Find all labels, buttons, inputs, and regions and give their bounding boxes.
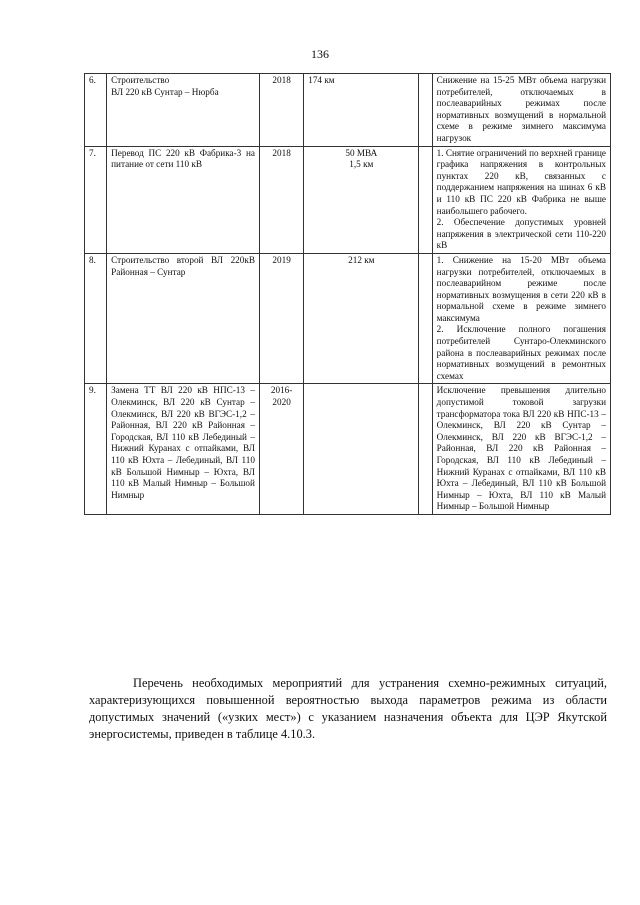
parameters-cell: 212 км: [304, 253, 419, 384]
effect-cell: Снижение на 15-25 МВт объема нагрузки потребителей, отключаемых в послеаварийных режимах после нормативных возмущений в нормальной схеме в режиме зимнего максимума нагрузок: [432, 74, 610, 147]
table-row: [85, 146, 611, 253]
effect-cell: 1. Снятие ограничений по верхней границе графика напряжения в контрольных пунктах 220 кВ, связанных с поддержанием напряжения на шинах 6 кВ и 110 кВ ПС 220 кВ Фабрика не выше наибольшего рабочего. 2. Обеспечение допустимых уровней напряжения в электрической сети 110-220 кВ: [432, 146, 610, 253]
measures-table: [84, 73, 611, 515]
table-row: [85, 384, 611, 515]
row-number-cell: 7.: [85, 146, 107, 253]
empty-cell: [419, 146, 432, 253]
measure-name-cell: Перевод ПС 220 кВ Фабрика-3 на питание от сети 110 кВ: [107, 146, 260, 253]
year-cell: 2016- 2020: [259, 384, 303, 515]
body-paragraph: Перечень необходимых мероприятий для устранения схемно-режимных ситуаций, характеризующихся повышенной вероятностью выхода параметров режима из области допустимых значений («узких мест») с указанием назначения объекта для ЦЭР Якутской энергосистемы, приведен в таблице 4.10.3.: [89, 676, 607, 742]
measure-name-cell: Замена ТТ ВЛ 220 кВ НПС-13 – Олекминск, ВЛ 220 кВ Сунтар – Олекминск, ВЛ 220 кВ ВГЭС-1,2 – Районная, ВЛ 220 кВ Районная – Городская, ВЛ 110 кВ Лебединый – Нижний Куранах с отпайками, ВЛ 110 кВ Юхта – Лебединый, ВЛ 110 кВ Большой Нимныр – Юхта, ВЛ 110 кВ Малый Нимныр – Большой Нимныр: [107, 384, 260, 515]
year-cell: 2018: [259, 146, 303, 253]
measure-name-cell: Строительство ВЛ 220 кВ Сунтар – Нюрба: [107, 74, 260, 147]
table-row: [85, 253, 611, 384]
row-number-cell: 8.: [85, 253, 107, 384]
year-cell: 2019: [259, 253, 303, 384]
page-number: 136: [311, 47, 329, 61]
empty-cell: [419, 384, 432, 515]
row-number-cell: 6.: [85, 74, 107, 147]
measure-name-cell: Строительство второй ВЛ 220кВ Районная – Сунтар: [107, 253, 260, 384]
effect-cell: 1. Снижение на 15-20 МВт объема нагрузки потребителей, отключаемых в послеаварийном режиме после нормативных возмущения в сети 220 кВ в нормальной схеме в режиме зимнего максимума 2. Исключение полного погашения потребителей Сунтаро-Олекминского района в послеаварийных режимах после нормативных возмущений в ремонтных схемах: [432, 253, 610, 384]
parameters-cell: 50 МВА 1,5 км: [304, 146, 419, 253]
empty-cell: [419, 74, 432, 147]
parameters-cell: [304, 384, 419, 515]
row-number-cell: 9.: [85, 384, 107, 515]
empty-cell: [419, 253, 432, 384]
effect-cell: Исключение превышения длительно допустимой токовой загрузки трансформатора тока ВЛ 220 кВ НПС-13 – Олекминск, ВЛ 220 кВ Сунтар – Олекминск, ВЛ 220 кВ ВГЭС-1,2 – Районная, ВЛ 220 кВ Районная – Городская, ВЛ 110 кВ Лебединый – Нижний Куранах с отпайками, ВЛ 110 кВ Юхта – Лебединый, ВЛ 110 кВ Большой Нимныр – Юхта, ВЛ 110 кВ Малый Нимныр – Большой Нимныр: [432, 384, 610, 515]
table-row: [85, 74, 611, 147]
year-cell: 2018: [259, 74, 303, 147]
parameters-cell: 174 км: [304, 74, 419, 147]
